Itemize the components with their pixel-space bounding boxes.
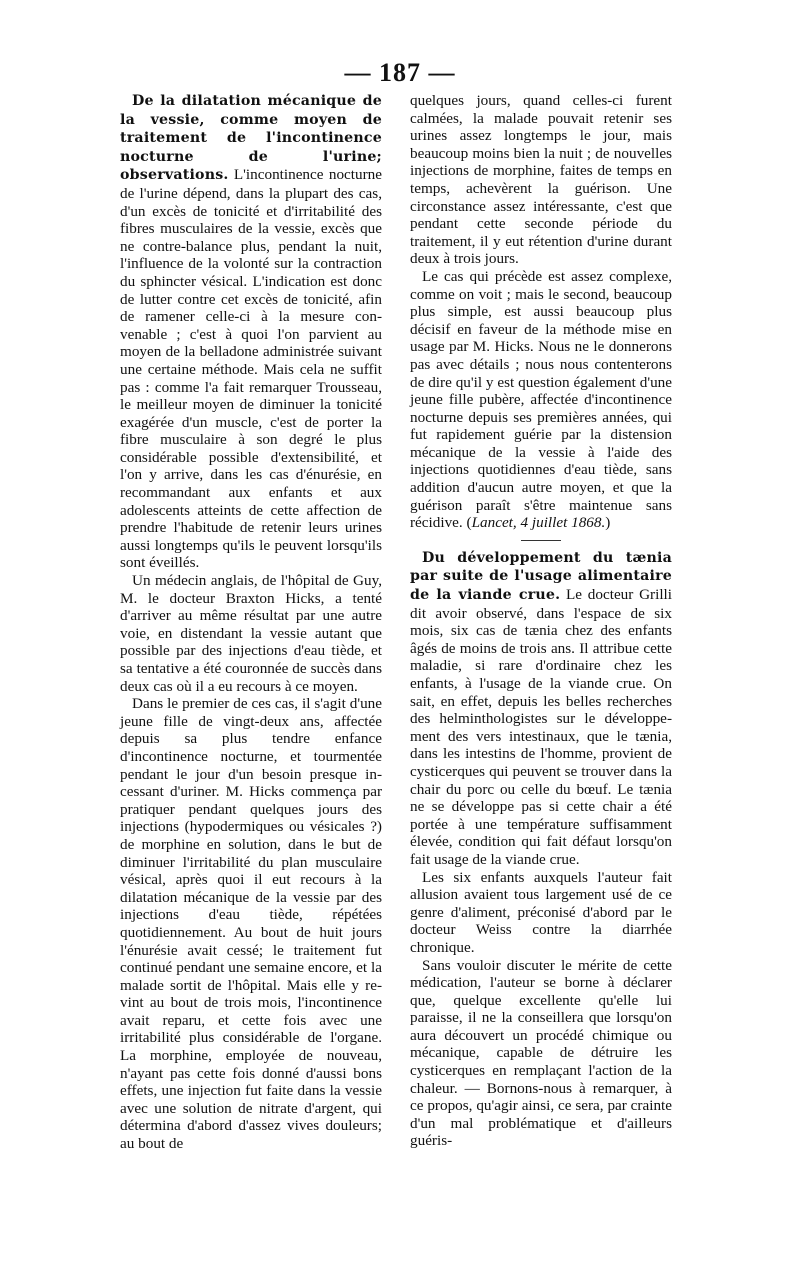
article2-paragraph-2: Les six enfants auxquels l'auteur fait allusion avaient tous largement usé de ce genre d'aliment, préconisé d'abord par le docteur Weiss contre la diarrhée chronique.	[410, 868, 672, 956]
article2-p1-text: Le docteur Grilli dit avoir observé, dans l'espace de six mois, six cas de tænia chez des enfants âgés de moins de trois ans. Il attribue cette maladie, si rare d'ordinaire chez les enfants, à l'usage de la viande crue. On sait, en effet, depuis les belles recherches des helminthologistes sur le développement des vers intestinaux, que le tænia, dans les intestins de l'homme, provient de cysticerques qui peuvent se trouver dans la chair du porc ou celle du bœuf. Le tænia ne se développe pas si cette chair a été portée à une température suffisamment élevée, condition qui fait défaut lorsqu'on fait usage de la viande crue.	[410, 586, 672, 868]
article1-paragraph-3: Dans le premier de ces cas, il s'agit d'une jeune fille de vingt-deux ans, affectée depuis sa plus tendre enfance d'incontinence nocturne, et tourmentée pendant le jour d'un besoin presque incessant d'uriner. M. Hicks commença par pratiquer pendant quelques jours des injections (hypodermiques ou vésicales ?) de morphine en solution, dans le but de diminuer l'irritabilité du plan musculaire vésical, après quoi il eut recours à la dilatation mécanique de la vessie par des injections d'eau tiède, répétées quotidiennement. Au bout de huit jours l'énurésie avait cessé; le traitement fut continué pendant une semaine encore, et la malade sortit de l'hôpital. Mais elle y revint au bout de trois mois, l'incontinence avait reparu, et cette fois avec une irritabilité plus considérable de l'organe. La morphine, employée de nouveau, n'ayant pas cette fois donné d'aussi bons effets, une injection fut faite dans la vessie avec une solution de nitrate d'argent, qui détermina d'abord d'assez vives douleurs; au bout de	[120, 695, 382, 1153]
citation-close: )	[605, 514, 611, 532]
article1-paragraph-1	[120, 92, 382, 572]
section-divider	[521, 540, 561, 541]
article1-paragraph-3-continued: quelques jours, quand celles-ci furent calmées, la malade pouvait retenir ses urines assez longtemps le jour, mais beaucoup moins bien la nuit ; de nouvelles injections de morphine, faites de temps en temps, achevèrent la guérison. Une circonstance assez intéressante, c'est que pendant cette seconde période du traitement, il y eut rétention d'urine durant deux à trois jours.	[410, 92, 672, 268]
article2-paragraph-3: Sans vouloir discuter le mérite de cette médication, l'auteur se borne à déclarer que, quelque excellente qu'elle lui paraisse, il ne la conseillera que lorsqu'on aura découvert un procédé chimique ou mécanique, capable de détruire les cysticerques en remplaçant l'action de la chaleur. — Bornons-nous à remarquer, à ce propos, qu'agir ainsi, ce sera, par crainte d'un mal problématique et d'ailleurs guéris-	[410, 956, 672, 1150]
article1-p4-text: Le cas qui précède est assez complexe, comme on voit ; mais le second, beaucoup plus simple, est aussi beaucoup plus décisif en faveur de la méthode mise en usage par M. Hicks. Nous ne le donnerons pas avec détails ; nous nous contenterons de dire qu'il y est question également d'une jeune fille pubère, affectée d'incontinence nocturne depuis ses premières années, qui fut rapidement guérie par la distension mécanique de la vessie à l'aide des injections quotidiennes d'eau tiède, sans addition d'aucun autre moyen, et que la guérison paraît s'être maintenue sans récidive. (	[410, 267, 672, 532]
article1-paragraph-4	[410, 268, 672, 532]
article2-paragraph-1	[410, 549, 672, 869]
article1-p1-text: L'incontinence nocturne de l'urine dépend, dans la plupart des cas, d'un excès de tonicité et d'irritabilité des fibres musculaires de la vessie, excès que ne contre-balance plus, pendant la nuit, l'influence de la volonté sur la contraction du sphincter vésical. L'indication est donc de lutter contre cet excès de tonicité, afin de ramener celle-ci à la mesure convenable ; c'est à quoi l'on parvient au moyen de la belladone administrée suivant une certaine méthode. Mais cela ne suffit pas : comme l'a fait remarquer Trousseau, le meilleur moyen de diminuer la tonicité exagérée d'un muscle, c'est de porter la fibre musculaire à son degré le plus considérable possible d'extensibilité, et l'on y arrive, dans les cas d'énurésie, en recommandant aux enfants et aux adolescents atteints de cette affection de prendre l'habitude de retenir leurs urines aussi longtemps qu'ils le peuvent lorsqu'ils sont éveillés.	[120, 166, 382, 572]
article1-heading: De la dilatation mécanique de la vessie, comme moyen de traitement de l'incontinence nocturne de l'urine; observations.	[120, 93, 382, 184]
left-column	[120, 92, 382, 1153]
article1-paragraph-2: Un médecin anglais, de l'hôpital de Guy, M. le docteur Braxton Hicks, a tenté d'arriver au même résultat par une autre voie, en distendant la vessie autant que possible par des injections d'eau tiède, et sa tentative a été couronnée de succès dans deux cas où il a eu recours à ce moyen.	[120, 572, 382, 695]
citation: Lancet, 4 juillet 1868.	[471, 514, 606, 532]
right-column	[410, 92, 672, 1150]
article2-heading: Du développement du tænia par suite de l'usage alimentaire de la viande crue.	[410, 549, 672, 604]
page-number: — 187 —	[344, 58, 456, 87]
